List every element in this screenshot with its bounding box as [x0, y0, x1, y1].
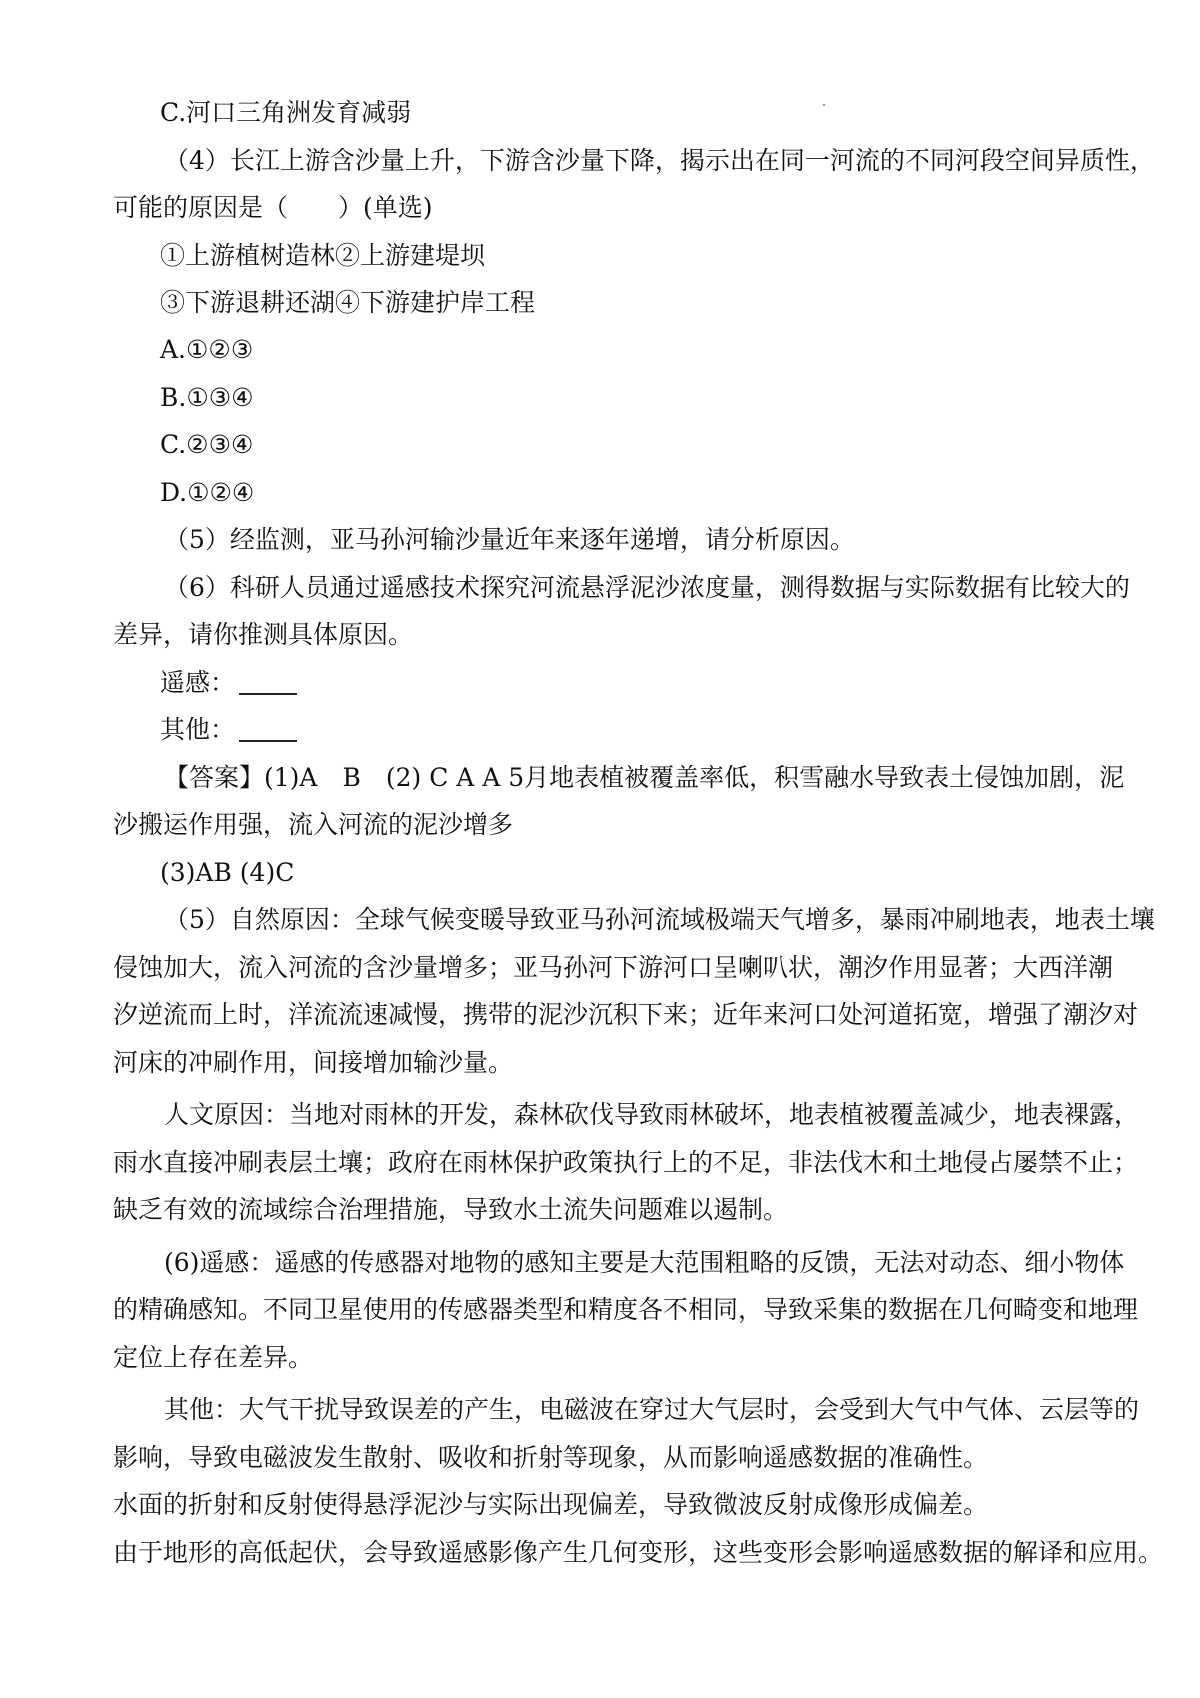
answer-line3: (3)AB (4)C	[160, 858, 295, 887]
q6-stem-line2: 差异，请你推测具体原因。	[113, 620, 414, 649]
q6-blank-other	[160, 706, 297, 753]
answer-p5-line1: （5）自然原因：全球气候变暖导致亚马孙河流域极端天气增多，暴雨冲刷地表，地表土壤	[164, 905, 1155, 934]
q6-blank-remote-sensing	[160, 659, 297, 706]
q4-choices-line2: ③下游退耕还湖④下游建护岸工程	[160, 288, 536, 317]
q4-option-a: A.①②③	[160, 335, 254, 364]
answer-blank	[239, 693, 297, 695]
answer-p6-line1: (6)遥感：遥感的传感器对地物的感知主要是大范围粗略的反馈，无法对动态、细小物体	[164, 1248, 1125, 1277]
q3-option-c: C.河口三角洲发育减弱	[160, 98, 412, 127]
q4-option-c: C.②③④	[160, 430, 254, 459]
scan-speck	[823, 104, 825, 106]
answer-other-line4: 由于地形的高低起伏，会导致遥感影像产生几何变形，这些变形会影响遥感数据的解译和应用。	[113, 1538, 1164, 1567]
answer-human-line2: 雨水直接冲刷表层土壤；政府在雨林保护政策执行上的不足，非法伐木和土地侵占屡禁不止；	[113, 1148, 1139, 1177]
answer-line1: 【答案】(1)A B (2) C A A 5月地表植被覆盖率低，积雪融水导致表土侵蚀加剧，泥	[164, 763, 1125, 792]
q4-choices-line1: ①上游植树造林②上游建堤坝	[160, 241, 486, 270]
answer-blank	[239, 740, 297, 742]
answer-other-line3: 水面的折射和反射使得悬浮泥沙与实际出现偏差，导致微波反射成像形成偏差。	[113, 1490, 989, 1519]
answer-human-line1: 人文原因：当地对雨林的开发，森林砍伐导致雨林破坏，地表植被覆盖减少，地表裸露，	[164, 1100, 1140, 1129]
answer-other-line1: 其他：大气干扰导致误差的产生，电磁波在穿过大气层时，会受到大气中气体、云层等的	[164, 1395, 1140, 1424]
q4-stem-line1: （4）长江上游含沙量上升，下游含沙量下降，揭示出在同一河流的不同河段空间异质性，	[164, 146, 1155, 175]
answer-human-line3: 缺乏有效的流域综合治理措施，导致水土流失问题难以遏制。	[113, 1195, 789, 1224]
q4-option-b: B.①③④	[160, 383, 254, 412]
answer-p5-line4: 河床的冲刷作用，间接增加输沙量。	[113, 1048, 514, 1077]
answer-p5-line2: 侵蚀加大，流入河流的含沙量增多；亚马孙河下游河口呈喇叭状，潮汐作用显著；大西洋潮	[113, 953, 1114, 982]
q6-stem-line1: （6）科研人员通过遥感技术探究河流悬浮泥沙浓度量，测得数据与实际数据有比较大的	[164, 573, 1130, 602]
answer-p6-line2: 的精确感知。不同卫星使用的传感器类型和精度各不相同，导致采集的数据在几何畸变和地理	[113, 1295, 1139, 1324]
blank-label: 遥感：	[160, 668, 236, 697]
answer-p5-line3: 汐逆流而上时，洋流流速减慢，携带的泥沙沉积下来；近年来河口处河道拓宽，增强了潮汐对	[113, 1000, 1139, 1029]
q4-option-d: D.①②④	[160, 478, 255, 507]
q5-stem: （5）经监测，亚马孙河输沙量近年来逐年递增，请分析原因。	[164, 525, 855, 554]
answer-other-line2: 影响，导致电磁波发生散射、吸收和折射等现象，从而影响遥感数据的准确性。	[113, 1443, 989, 1472]
answer-line2: 沙搬运作用强，流入河流的泥沙增多	[113, 810, 514, 839]
answer-p6-line3: 定位上存在差异。	[113, 1343, 314, 1372]
blank-label: 其他：	[160, 715, 236, 744]
q4-stem-line2: 可能的原因是（ ）(单选)	[113, 193, 433, 222]
